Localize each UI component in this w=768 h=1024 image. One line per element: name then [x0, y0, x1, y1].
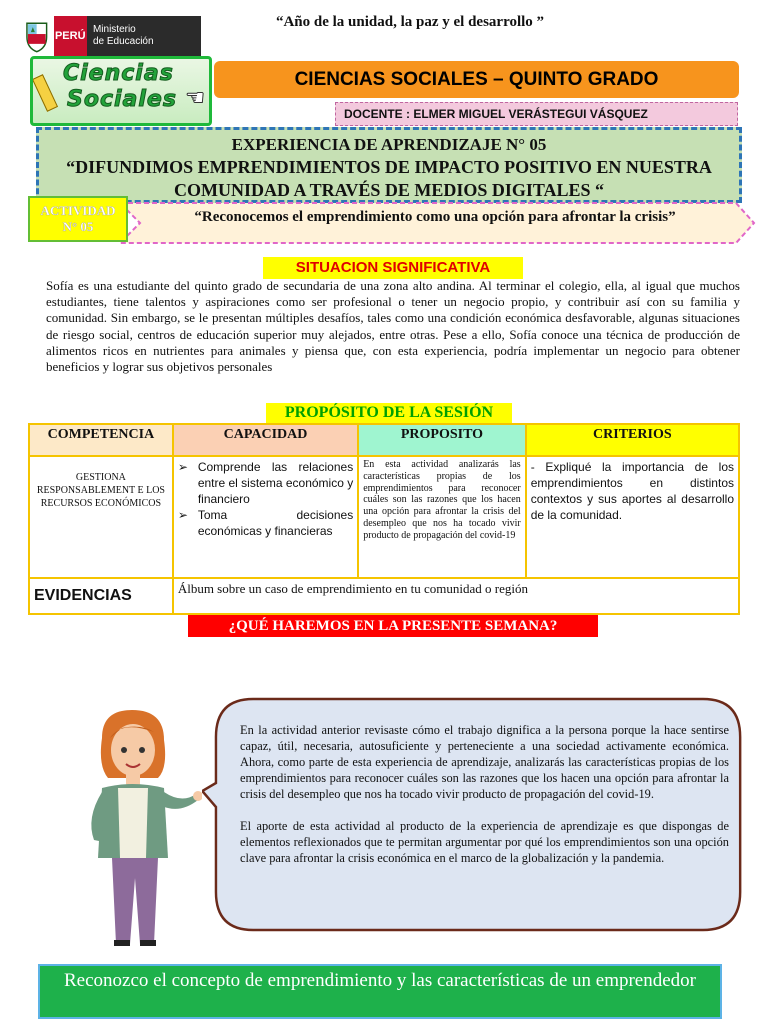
activity-title: “Reconocemos el emprendimiento como una opción para afrontar la crisis” — [194, 209, 676, 225]
header-criterios: CRITERIOS — [526, 424, 739, 456]
header-capacidad: CAPACIDAD — [173, 424, 358, 456]
header-competencia: COMPETENCIA — [29, 424, 173, 456]
teacher-label: DOCENTE : ELMER MIGUEL VERÁSTEGUI VÁSQUEZ — [335, 102, 738, 126]
experience-line3: COMUNIDAD A TRAVÉS DE MEDIOS DIGITALES “ — [173, 180, 605, 200]
peru-shield-icon — [24, 19, 50, 53]
logo-line1: Ciencias — [63, 61, 174, 86]
concept-banner: Reconozco el concepto de emprendimiento y las características de un emprendedor — [38, 964, 722, 1019]
experience-line1: EXPERIENCIA DE APRENDIZAJE N° 05 — [231, 135, 547, 154]
ministry-line1: Ministerio — [92, 24, 136, 35]
peru-label: PERÚ — [54, 16, 87, 56]
competencia-cell: GESTIONA RESPONSABLEMENT E LOS RECURSOS ECONÓMICOS — [29, 456, 173, 578]
criterios-cell: - Expliqué la importancia de los emprendimientos en distintos contextos y sus aportes al desarrollo de la comunidad. — [526, 456, 739, 578]
teacher-illustration — [72, 708, 202, 948]
capacidad-text: Comprende las relaciones entre el sistema económico y financiero — [197, 460, 354, 506]
pointing-hand-icon: ☚ — [185, 85, 205, 110]
evidencias-value: Álbum sobre un caso de emprendimiento en tu comunidad o región — [173, 578, 739, 614]
situation-body: Sofía es una estudiante del quinto grado de secundaria de una zona alto andina. Al terminar el colegio, ella, al igual que muchos estudiantes, tiene talentos y aspiraciones como ser profesional o tener un negocio propio, y contribuir así con su familia y comunidad. Sin embargo, se le presentan múltiples desafíos, tales como una condición económica desfavorable, algunas situaciones de riesgo social, centros de educación superior muy alejados, entre otras. Pese a ello, Sofía conoce una técnica de producción de alimentos ricos en nutrientes para animales y piensa que, con esta experiencia, podría implementar un negocio para obtener beneficios y lograr sus objetivos personales — [46, 278, 740, 375]
capacidad-text: Toma decisiones económicas y financieras — [197, 508, 354, 538]
activity-badge-line2: N° 05 — [62, 219, 94, 234]
ministry-line2: de Educación — [92, 36, 154, 47]
activity-badge-line1: ACTIVIDAD — [40, 203, 116, 218]
logo-line2: Sociales — [67, 87, 177, 112]
ministry-logo — [24, 16, 201, 56]
ciencias-sociales-logo — [30, 56, 212, 126]
course-title: CIENCIAS SOCIALES – QUINTO GRADO — [214, 61, 739, 98]
week-title: ¿QUÉ HAREMOS EN LA PRESENTE SEMANA? — [188, 615, 598, 637]
capacidad-item — [178, 507, 353, 539]
capacidad-cell — [173, 456, 358, 578]
activity-badge — [28, 196, 128, 242]
situation-title: SITUACION SIGNIFICATIVA — [263, 257, 523, 279]
pencil-icon — [32, 74, 58, 112]
bubble-paragraph-2: El aporte de esta actividad al producto de la experiencia de aprendizaje es que dispongas de elementos reflexionados que te permitan argumentar por qué los emprendimientos son una opción clave para afrontar la crisis económica en el marco de la globalización y la pandemia. — [240, 819, 729, 865]
ministry-label — [87, 16, 201, 56]
bubble-paragraph-1: En la actividad anterior revisaste cómo el trabajo dignifica a la persona porque la hace sentirse capaz, útil, necesaria, autosuficiente y perteneciente a una sociedad activamente económica. Ahora, como parte de esta experiencia de aprendizaje, analizarás las características propias de los emprendimientos para reconocer cuáles son las razones que los hacen una opción para afrontar la crisis del desempleo que nos ha tocado vivir producto de propagación del covid-19. — [240, 723, 729, 801]
experience-title — [36, 127, 742, 203]
purpose-table — [28, 423, 740, 615]
proposito-cell: En esta actividad analizarás las características propias de los emprendimientos para reconocer cuáles son las razones que los hacen una opción para afrontar la crisis del desempleo que nos ha tocado vivir producto de propagación del covid-19 — [358, 456, 526, 578]
year-motto: “Año de la unidad, la paz y el desarrollo ” — [275, 14, 545, 30]
bubble-text — [240, 722, 729, 882]
purpose-title: PROPÓSITO DE LA SESIÓN — [266, 403, 512, 423]
capacidad-item — [178, 459, 353, 507]
arrow-bullet-icon: ➢ — [177, 508, 188, 522]
header-proposito: PROPOSITO — [358, 424, 526, 456]
arrow-bullet-icon: ➢ — [177, 460, 188, 474]
evidencias-label: EVIDENCIAS — [29, 578, 173, 614]
experience-line2: “DIFUNDIMOS EMPRENDIMIENTOS DE IMPACTO POSITIVO EN NUESTRA — [66, 157, 712, 177]
